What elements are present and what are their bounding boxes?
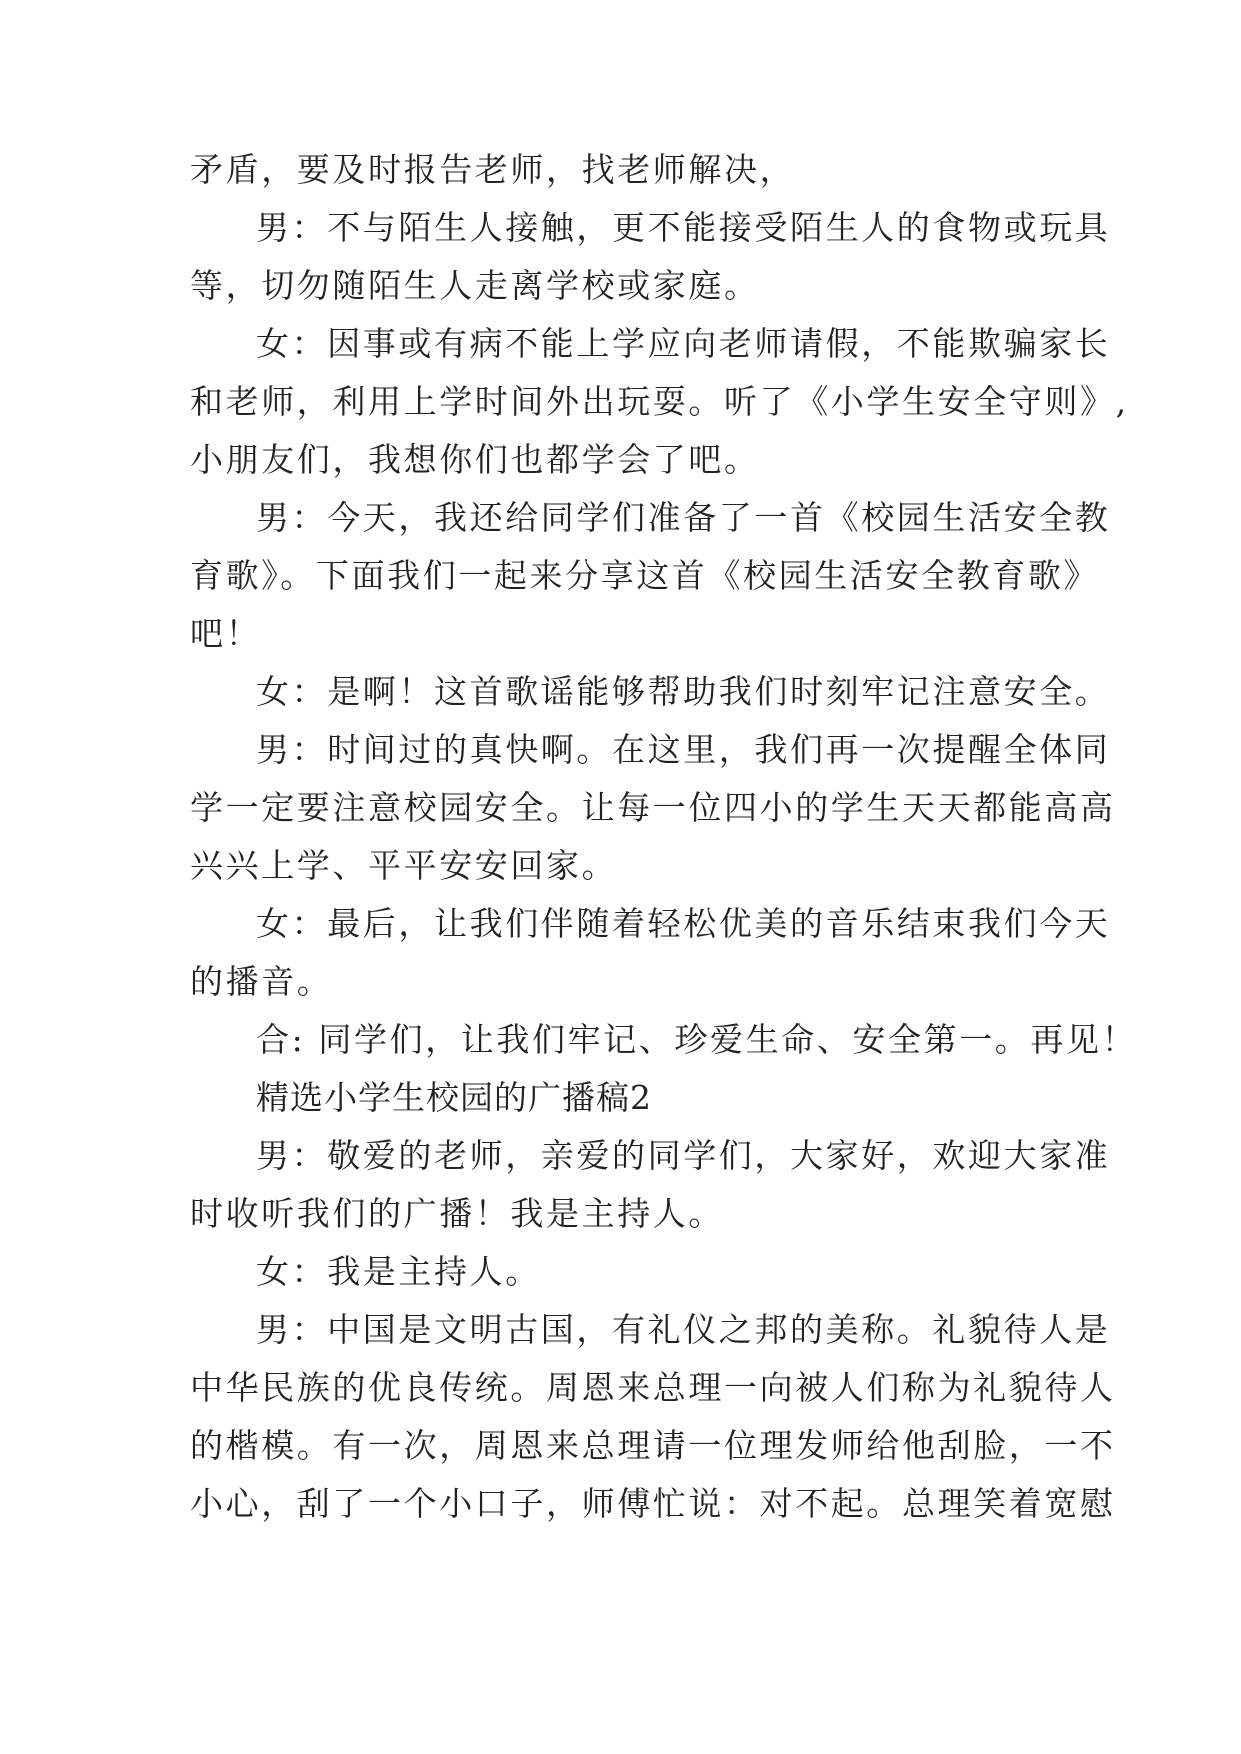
text-line: 男：敬爱的老师，亲爱的同学们，大家好，欢迎大家准 (256, 1136, 1111, 1175)
text-line: 育歌》。下面我们一起来分享这首《校园生活安全教育歌》 (190, 556, 1100, 595)
text-line: 女：我是主持人。 (256, 1252, 541, 1291)
text-line: 时收听我们的广播！我是主持人。 (190, 1194, 724, 1233)
text-line: 的楷模。有一次，周恩来总理请一位理发师给他刮脸，一不 (190, 1426, 1116, 1465)
text-line: 合: 同学们，让我们牢记、珍爱生命、安全第一。再见！ (256, 1020, 1138, 1059)
text-line: 和老师，利用上学时间外出玩耍。听了《小学生安全守则》, (190, 382, 1129, 421)
text-line: 小心，刮了一个小口子，师傅忙说：对不起。总理笑着宽慰 (190, 1484, 1116, 1523)
text-line: 男：时间过的真快啊。在这里，我们再一次提醒全体同 (256, 730, 1111, 769)
text-line: 吧！ (190, 614, 262, 653)
text-line: 男：今天，我还给同学们准备了一首《校园生活安全教 (256, 498, 1111, 537)
text-line: 小朋友们，我想你们也都学会了吧。 (190, 440, 760, 479)
text-line: 中华民族的优良传统。周恩来总理一向被人们称为礼貌待人 (190, 1368, 1116, 1407)
text-line: 女：最后，让我们伴随着轻松优美的音乐结束我们今天 (256, 904, 1111, 943)
text-line: 学一定要注意校园安全。让每一位四小的学生天天都能高高 (190, 788, 1116, 827)
document-page (190, 0, 1138, 1754)
text-line: 女：是啊！这首歌谣能够帮助我们时刻牢记注意安全。 (256, 672, 1111, 711)
text-line: 等，切勿随陌生人走离学校或家庭。 (190, 266, 760, 305)
text-line: 兴兴上学、平平安安回家。 (190, 846, 618, 885)
text-line: 女：因事或有病不能上学应向老师请假，不能欺骗家长 (256, 324, 1111, 363)
section-heading: 精选小学生校园的广播稿2 (256, 1078, 652, 1117)
text-line: 的播音。 (190, 962, 333, 1001)
text-line: 男：中国是文明古国，有礼仪之邦的美称。礼貌待人是 (256, 1310, 1111, 1349)
text-line: 男：不与陌生人接触，更不能接受陌生人的食物或玩具 (256, 208, 1111, 247)
text-line: 矛盾，要及时报告老师，找老师解决， (190, 150, 796, 189)
